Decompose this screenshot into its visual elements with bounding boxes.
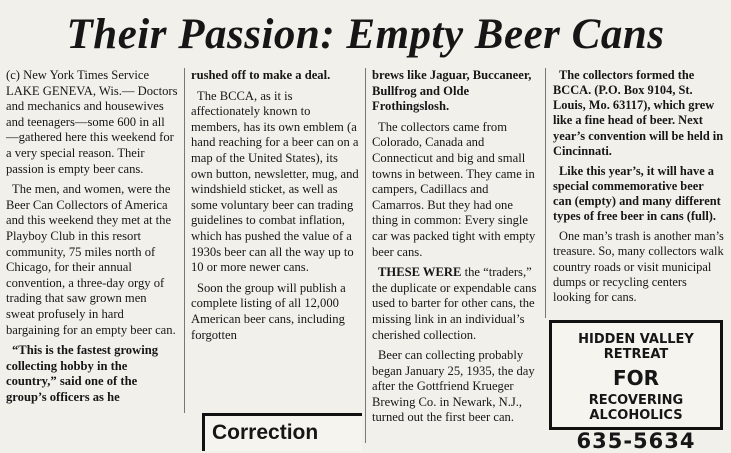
- article-headline: Their Passion: Empty Beer Cans: [66, 11, 665, 58]
- article-paragraph: The collectors came from Colorado, Canada and Connecticut and big and small towns in between. They came in campers, Cadillacs and Camarros. But they had one thing in common: Every single car was packed tight with empty beer cans.: [372, 119, 536, 259]
- correction-heading: Correction: [202, 413, 362, 451]
- paragraph-text: the “traders,” the duplicate or expendable cans used to barter for other cans, the missing link in an individual’s cherished collection.: [372, 265, 537, 342]
- article-paragraph: The men, and women, were the Beer Can Collectors of America and this weekend they met at the Playboy Club in this resort community, 75 miles north of Chicago, for their annual convention, a three-day orgy of trading that saw grown men sweat profusely in hard bargaining for an empty beer can.: [6, 182, 176, 337]
- subhead-lead: THESE WERE: [378, 265, 462, 280]
- article-paragraph: [372, 265, 538, 343]
- article-paragraph: The BCCA, as it is affectionately known to members, has its own emblem (a hand reaching for a beer can on a map of the United States), its own button, newsletter, mug, and windshield sticket, as well as some voluntary beer can trading guidelines to combat inflation, which has pushed the value of a 1930s beer can all the way up to 10 or more newer cans.: [191, 88, 359, 275]
- article-paragraph: One man’s trash is another man’s treasure. So, many collectors walk country roads or visit municipal dumps or recycling centers looking for cans.: [553, 229, 724, 304]
- ad-line: HIDDEN VALLEY RETREAT: [578, 332, 694, 362]
- ad-line: RECOVERING ALCOHOLICS: [588, 392, 684, 423]
- article-paragraph: Like this year’s, it will have a special commemorative beer can (empty) and many different types of free beer in cans (full).: [553, 163, 721, 224]
- column-rule: [184, 68, 185, 413]
- article-paragraph: Soon the group will publish a complete listing of all 12,000 American beer cans, including forgotten: [191, 280, 346, 342]
- article-paragraph: Beer can collecting probably began January 25, 1935, the day after the Gottfriend Krueger Brewing Co. in Newark, N.J., turned out the first beer can.: [372, 348, 535, 425]
- article-paragraph: “This is the fastest growing collecting hobby in the country,” said one of the group’s officers as he: [6, 343, 159, 404]
- article-column-3: [372, 68, 538, 431]
- article-column-1: [6, 68, 178, 410]
- ad-line: FOR: [612, 365, 660, 390]
- article-paragraph: rushed off to make a deal.: [191, 68, 331, 82]
- hidden-valley-ad: [549, 320, 723, 453]
- article-column-2: [191, 68, 359, 348]
- article-column-4: [553, 68, 725, 310]
- article-paragraph: The collectors formed the BCCA. (P.O. Box 9104, St. Louis, Mo. 63117), which grew like a fine head of beer. Next year’s convention will be held in Cincinnati.: [553, 68, 724, 158]
- article-paragraph: (c) New York Times Service LAKE GENEVA, Wis.— Doctors and mechanics and housewives and teenagers—some 600 in all —gathered here this weekend for a very special reason. Their passion is empty beer cans.: [6, 68, 178, 176]
- ad-phone: 635-5634: [576, 428, 696, 453]
- article-paragraph: brews like Jaguar, Buccaneer, Bullfrog and Olde Frothingslosh.: [372, 68, 532, 114]
- column-rule: [365, 68, 366, 443]
- column-rule: [545, 68, 546, 318]
